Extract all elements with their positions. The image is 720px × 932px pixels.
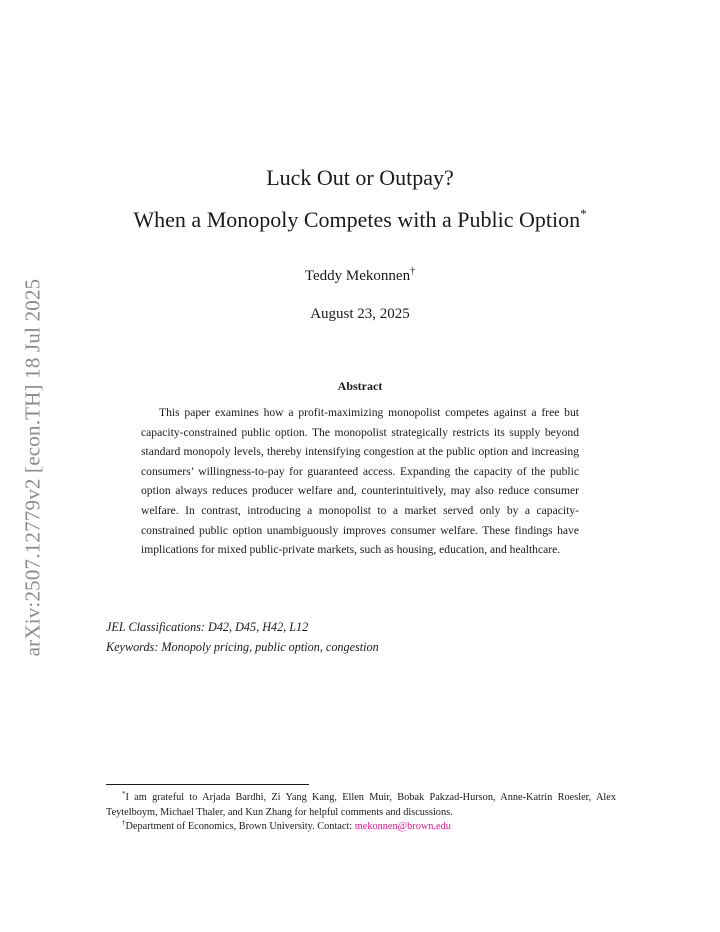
title-line-2 — [0, 196, 720, 238]
footnote-divider — [106, 784, 309, 785]
abstract-heading: Abstract — [337, 379, 383, 393]
footnote-affiliation — [106, 816, 616, 835]
arxiv-identifier-text: arXiv:2507.12779v2 [econ.TH] 18 Jul 2025 — [20, 278, 45, 657]
contact-email-link[interactable]: mekonnen@brown.edu — [354, 821, 451, 832]
keywords: Keywords: Monopoly pricing, public option, congestion — [106, 640, 379, 654]
paper-title — [0, 160, 720, 238]
title-footnote-mark: * — [580, 206, 587, 221]
author-footnote-mark: † — [410, 266, 416, 277]
paper-date: August 23, 2025 — [310, 306, 410, 322]
author-name: Teddy Mekonnen — [304, 268, 411, 284]
title-line-2-text: When a Monopoly Competes with a Public Option — [133, 207, 581, 232]
jel-classifications: JEL Classifications: D42, D45, H42, L12 — [106, 620, 309, 634]
author — [0, 266, 720, 285]
footnote-1-mark: * — [122, 790, 126, 798]
title-line-1: Luck Out or Outpay? — [266, 165, 454, 190]
footnote-1-text: I am grateful to Arjada Bardhi, Zi Yang Kang, Ellen Muir, Bobak Pakzad-Hurson, Anne-Katrin Roesler, Alex Teytelboym, Michael Thaler, and Kun Zhang for helpful comments and discussions. — [106, 792, 616, 818]
footnote-2-text: Department of Economics, Brown University. Contact: — [125, 821, 355, 832]
footnote-2-mark: † — [122, 819, 126, 827]
abstract-body: This paper examines how a profit-maximizing monopolist competes against a free but capacity-constrained public option. The monopolist strategically restricts its supply beyond standard monopoly levels, thereby intensifying congestion at the public option and increasing consumers’ willingness-to-pay for guaranteed access. Expanding the capacity of the public option always reduces producer welfare and, counterintuitively, may also reduce consumer welfare. In contrast, introducing a monopolist to a market served only by a capacity-constrained public option unambiguously improves consumer welfare. These findings have implications for mixed public-private markets, such as housing, education, and healthcare. — [141, 406, 579, 557]
